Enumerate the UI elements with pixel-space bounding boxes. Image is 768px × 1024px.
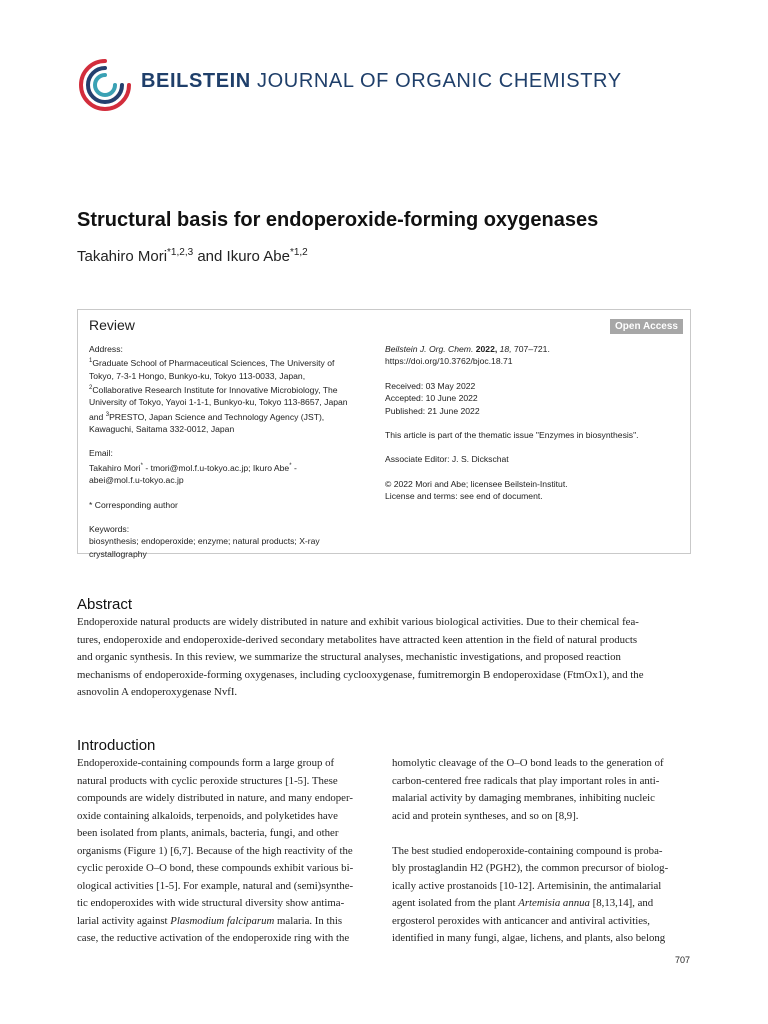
body-line: cyclic peroxide O–O bond, these compounds exhibit various bi- xyxy=(77,862,354,874)
corresponding-note xyxy=(89,499,359,511)
body-line: tic endoperoxides with wide structural diversity show antima- xyxy=(77,897,345,909)
keywords-line: biosynthesis; endoperoxide; enzyme; natural products; X-ray xyxy=(89,536,320,547)
abstract-line: and organic synthesis. In this review, we summarize the structural analyses, mechanistic investigations, and proposed reaction xyxy=(77,651,621,663)
associate-editor: Associate Editor: J. S. Dickschat xyxy=(385,454,509,465)
journal-name xyxy=(141,70,622,93)
citation-year: 2022, xyxy=(473,344,498,354)
body-line: homolytic cleavage of the O–O bond leads to the generation of xyxy=(392,757,664,769)
email-line xyxy=(89,460,359,474)
dates-block xyxy=(385,380,685,417)
corresponding-marker: * xyxy=(140,462,143,469)
affiliation-text: Graduate School of Pharmaceutical Sciences, The University of xyxy=(92,358,335,369)
author-affiliation-marker: *1,2,3 xyxy=(167,247,194,258)
published-date: Published: 21 June 2022 xyxy=(385,405,480,416)
email-block xyxy=(89,447,359,486)
author-joiner: and xyxy=(193,248,227,265)
body-line: The best studied endoperoxide-containing compound is proba- xyxy=(392,844,663,857)
keywords-label: Keywords: xyxy=(89,523,130,534)
copyright-line: © 2022 Mori and Abe; licensee Beilstein-Institut. xyxy=(385,478,568,489)
email-address[interactable]: - tmori@mol.f.u-tokyo.ac.jp; Ikuro Abe xyxy=(142,462,290,473)
thematic-issue-note xyxy=(385,429,685,441)
info-right-column xyxy=(385,343,685,515)
citation-journal: Beilstein J. Org. Chem. xyxy=(385,344,474,354)
body-line: Endoperoxide-containing compounds form a large group of xyxy=(77,757,335,769)
keywords-block xyxy=(89,523,359,560)
license-line: License and terms: see end of document. xyxy=(385,491,543,502)
citation-pages: 707–721. xyxy=(511,344,550,354)
article-title: Structural basis for endoperoxide-forming oxygenases xyxy=(77,209,599,231)
body-text: [8,13,14], and xyxy=(589,897,654,909)
affiliation-line xyxy=(89,382,359,396)
body-line: organisms (Figure 1) [6,7]. Because of the high reactivity of the xyxy=(77,844,353,857)
body-line: case, the reductive activation of the endoperoxide ring with the xyxy=(77,932,350,944)
abstract-line: tures, endoperoxide and endoperoxide-derived secondary metabolites have attracted keen attention in the field of natural products xyxy=(77,633,638,646)
affiliation-marker: 3 xyxy=(105,411,110,418)
affiliation-text: PRESTO, Japan Science and Technology Agency (JST), xyxy=(109,411,325,422)
affiliation-line xyxy=(89,409,359,423)
abstract-heading: Abstract xyxy=(77,596,133,613)
corresponding-author-note: * Corresponding author xyxy=(89,499,178,510)
editor-block xyxy=(385,453,685,465)
body-line: malarial activity by damaging membranes, inhibiting nucleic xyxy=(392,792,655,804)
affiliation-text: and xyxy=(89,411,106,422)
affiliation-text: Collaborative Research Institute for Innovative Microbiology, The xyxy=(92,384,338,395)
affiliation-line: Tokyo, 7-3-1 Hongo, Bunkyo-ku, Tokyo 113-0033, Japan, xyxy=(89,370,306,381)
species-name: Artemisia annua xyxy=(518,897,590,909)
email-address[interactable]: abei@mol.f.u-tokyo.ac.jp xyxy=(89,475,184,486)
body-line: oxide containing alkaloids, terpenoids, and polyketides have xyxy=(77,809,338,822)
body-text: malaria. In this xyxy=(274,914,343,927)
citation-volume: 18, xyxy=(497,344,512,354)
affiliation-marker: 1 xyxy=(89,358,93,365)
journal-name-rest: JOURNAL OF ORGANIC CHEMISTRY xyxy=(250,70,622,92)
email-author: Takahiro Mori xyxy=(89,462,141,473)
body-line: ergosterol peroxides with anticancer and antiviral activities, xyxy=(392,914,650,927)
accepted-date: Accepted: 10 June 2022 xyxy=(385,393,478,404)
body-line: been isolated from plants, animals, bacteria, fungi, and other xyxy=(77,827,339,839)
body-line: carbon-centered free radicals that play important roles in anti- xyxy=(392,774,660,787)
body-line: bly prostaglandin H2 (PGH2), the common precursor of biolog- xyxy=(392,862,669,874)
email-dash: - xyxy=(291,462,297,473)
citation-line xyxy=(385,343,685,355)
body-line: acid and protein syntheses, and so on [8,9]. xyxy=(392,809,579,822)
author-name: Ikuro Abe xyxy=(226,248,290,265)
thematic-issue-text[interactable]: This article is part of the thematic issue "Enzymes in biosynthesis". xyxy=(385,430,639,441)
abstract-line: asnovolin A endoperoxygenase NvfI. xyxy=(77,686,238,698)
species-name: Plasmodium falciparum xyxy=(170,914,275,927)
citation-block xyxy=(385,343,685,368)
received-date: Received: 03 May 2022 xyxy=(385,380,476,391)
beilstein-logo-icon xyxy=(77,57,133,113)
body-line: natural products with cyclic peroxide structures [1-5]. These xyxy=(77,774,338,787)
doi-link[interactable]: https://doi.org/10.3762/bjoc.18.71 xyxy=(385,356,513,367)
author-list xyxy=(77,247,308,265)
body-line: identified in many fungi, algae, lichens, and plants, also belong xyxy=(392,932,666,944)
journal-name-bold: BEILSTEIN xyxy=(141,70,251,92)
body-line xyxy=(392,895,668,913)
body-line: ological activities [1-5]. For example, natural and (semi)synthe- xyxy=(77,879,354,892)
affiliation-marker: 2 xyxy=(89,385,93,392)
info-left-column xyxy=(89,343,359,572)
introduction-heading: Introduction xyxy=(77,737,156,754)
address-label: Address: xyxy=(89,344,123,354)
abstract-line: Endoperoxide natural products are widely distributed in nature and exhibit various biological activities. Due to their chemical fea- xyxy=(77,616,639,628)
body-line: ically active prostanoids [10-12]. Artemisinin, the antimalarial xyxy=(392,879,662,892)
author-name: Takahiro Mori xyxy=(77,248,168,265)
article-info-box xyxy=(77,309,691,559)
author-affiliation-marker: *1,2 xyxy=(289,247,308,258)
email-label: Email: xyxy=(89,448,113,459)
abstract-line: mechanisms of endoperoxide-forming oxygenases, including cyclooxygenase, fumitremorgin B endoperoxidase (FtmOx1), and the xyxy=(77,668,644,681)
paragraph-gap xyxy=(392,825,668,843)
body-line: compounds are widely distributed in nature, and many endoper- xyxy=(77,792,353,804)
introduction-right-column xyxy=(392,755,668,948)
introduction-left-column xyxy=(77,755,353,948)
open-access-badge: Open Access xyxy=(610,319,683,334)
affiliation-line: Kawaguchi, Saitama 332-0012, Japan xyxy=(89,424,235,435)
corresponding-marker: * xyxy=(289,462,292,469)
abstract-text xyxy=(77,614,644,702)
article-type-label: Review xyxy=(89,317,135,333)
affiliation-line xyxy=(89,355,359,369)
body-text: agent isolated from the plant xyxy=(392,897,519,909)
license-block xyxy=(385,478,685,503)
keywords-line: crystallography xyxy=(89,548,147,559)
body-text: larial activity against xyxy=(77,914,171,927)
body-line xyxy=(77,913,353,931)
affiliation-line: University of Tokyo, Yayoi 1-1-1, Bunkyo-ku, Tokyo 113-8657, Japan xyxy=(89,397,348,408)
page-number: 707 xyxy=(674,955,690,965)
address-block xyxy=(89,343,359,435)
